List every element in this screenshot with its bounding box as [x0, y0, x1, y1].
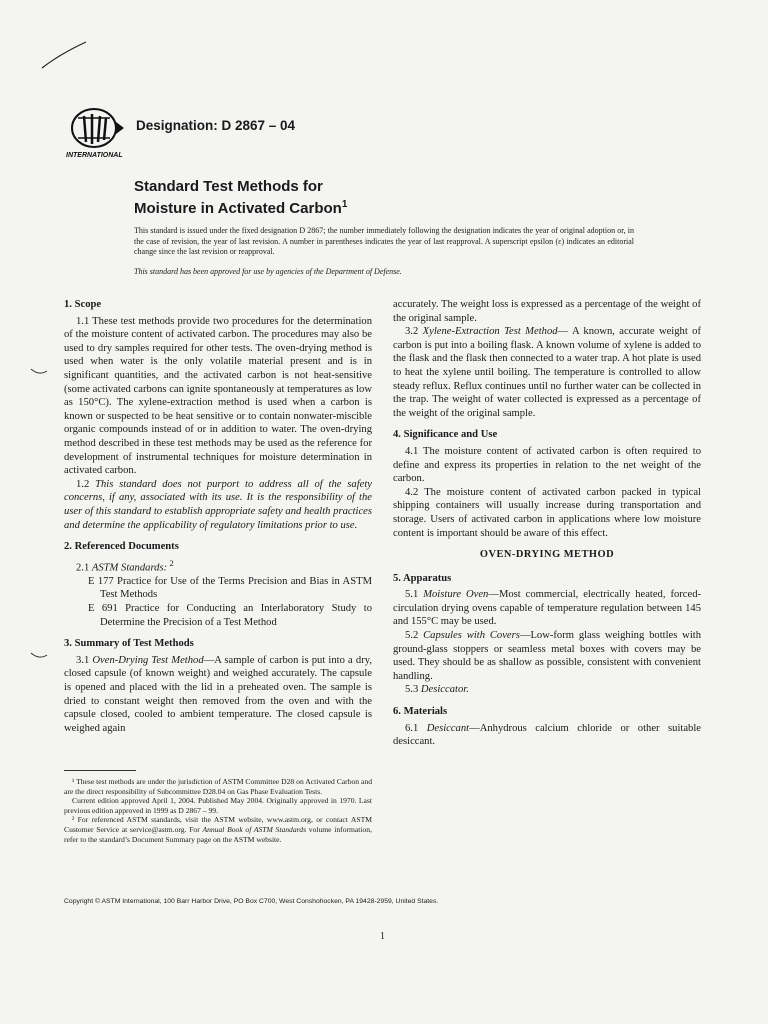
title-line-1: Standard Test Methods for — [134, 178, 323, 195]
reference-item: E 177 Practice for Use of the Terms Precision and Bias in ASTM Test Methods — [88, 575, 372, 601]
left-column — [64, 298, 372, 743]
paragraph: 5.2 Capsules with Covers—Low-form glass weighing bottles with ground-glass stoppers or seamless metal boxes with covers may be used. They should be as shallow as possible, consistent with convenient handling. — [393, 630, 702, 682]
section-summary — [64, 637, 372, 735]
right-column — [393, 298, 701, 757]
footnote: ² For referenced ASTM standards, visit the ASTM website, www.astm.org, or contact ASTM Customer Service at service@astm.org. For Annual Book of ASTM Standards volume information, refer to the standard’s Document Summary page on the ASTM website. — [64, 815, 373, 844]
margin-pen-mark — [30, 368, 48, 376]
section-heading: 1. Scope — [64, 299, 102, 310]
section-significance — [393, 428, 701, 540]
section-heading: 3. Summary of Test Methods — [64, 638, 194, 650]
pen-stroke-mark — [40, 40, 90, 70]
title-footnote-ref: 1 — [341, 199, 348, 210]
footnote-rule — [64, 770, 136, 771]
section-scope — [64, 298, 372, 532]
approved-note: This standard has been approved for use by agencies of the Department of Defense. — [134, 267, 402, 276]
logo-subtitle: INTERNATIONAL — [66, 152, 123, 159]
footnotes — [64, 770, 372, 844]
paragraph: 3.2 Xylene-Extraction Test Method— A known, accurate weight of carbon is put into a boiling flask. A known volume of xylene is added to the flask and the flask then connected to a water trap. A hot plate is used to heat the xylene until boiling. The temperature is controlled to allow steady reflux. Reflux continues until no further water can be collected in the trap. The weight of water collected is expressed as a percentage of the weight of the original sample. — [393, 326, 701, 419]
document-title — [134, 178, 347, 218]
paragraph: 4.2 The moisture content of activated carbon packed in typical shipping containers will usually increase during transportation and storage. Users of activated carbon in applications where low moisture content is important should be aware of this effect. — [393, 486, 701, 539]
section-summary-continued — [393, 298, 701, 420]
astm-logo — [64, 108, 128, 160]
footnote: Current edition approved April 1, 2004. Published May 2004. Originally approved in 1970. Last previous edition approved in 1999 as D 2867 – 99. — [64, 796, 372, 815]
paragraph: 5.1 Moisture Oven—Most commercial, electrically heated, forced-circulation drying ovens capable of temperature regulation between 145 and 155°C may be used. — [393, 589, 702, 628]
section-heading: 4. Significance and Use — [393, 429, 498, 441]
method-heading: OVEN-DRYING METHOD — [479, 549, 615, 561]
paragraph: 1.2 This standard does not purport to address all of the safety concerns, if any, associated with its use. It is the responsibility of the user of this standard to establish appropriate safety and health practices and determine the applicability of regulatory limitations prior to use. — [64, 478, 373, 531]
section-heading: 6. Materials — [393, 706, 448, 718]
designation: Designation: D 2867 – 04 — [136, 118, 296, 133]
section-apparatus — [393, 572, 701, 697]
margin-pen-mark — [30, 652, 48, 660]
section-heading: 2. Referenced Documents — [64, 541, 179, 553]
paragraph: accurately. The weight loss is expressed as a percentage of the weight of the original sample. — [393, 299, 701, 324]
paragraph: 1.1 These test methods provide two procedures for the determination of the moisture content of activated carbon. The procedures may also be used to dry samples required for other tests. The oven-drying method is used when water is the only volatile material present and is in significant quantities, and the activated carbon is not heat-sensitive (some activated carbons can ignite spontaneously at temperatures as low as 150°C). The xylene-extraction method is used when a carbon is known or suspected to be heat sensitive or to contain nonwater-miscible organic compounds instead of or in addition to water. The oven-drying method described in these test methods may be used as the reference for development of instrumental techniques for moisture determination in activated carbon. — [64, 315, 372, 477]
paragraph: 6.1 Desiccant—Anhydrous calcium chloride or other suitable desiccant. — [393, 722, 702, 748]
title-line-2: Moisture in Activated Carbon$^1$ — [134, 199, 348, 217]
copyright-line: Copyright © ASTM International, 100 Barr Harbor Drive, PO Box C700, West Conshohocken, PA 19428-2959, United States. — [64, 898, 439, 905]
paragraph: 4.1 The moisture content of activated carbon is often required to define and express its properties in relation to the net weight of the carbon. — [393, 445, 701, 485]
paragraph: 5.3 Desiccator. — [405, 684, 469, 696]
page-number: 1 — [380, 931, 385, 942]
paragraph: 3.1 Oven-Drying Test Method—A sample of carbon is put into a dry, closed capsule (of known weight) and weighed accurately. The capsule is opened and placed with the lid in a preheated oven. The sample is dried to constant weight then removed from the oven and with the capsule closed, cooled to ambient temperature. The closed capsule is weighed again — [64, 654, 372, 734]
section-referenced-documents — [64, 540, 372, 629]
paragraph: 2.1 ASTM Standards: $^2$ — [76, 557, 174, 574]
reference-item: E 691 Practice for Conducting an Interlaboratory Study to Determine the Precision of a Test Method — [88, 603, 372, 628]
issue-note: This standard is issued under the fixed designation D 2867; the number immediately following the designation indicates the year of original adoption or, in the case of revision, the year of last revision. A number in parentheses indicates the year of last reapproval. A superscript epsilon (ε) indicates an editorial change since the last revision or reapproval. — [134, 226, 634, 256]
section-materials — [393, 705, 701, 749]
footnote: ¹ These test methods are under the jurisdiction of ASTM Committee D28 on Activated Carbon and are the direct responsibility of Subcommittee D28.04 on Gas Phase Evaluation Tests. — [64, 777, 372, 796]
section-heading: 5. Apparatus — [393, 572, 452, 584]
